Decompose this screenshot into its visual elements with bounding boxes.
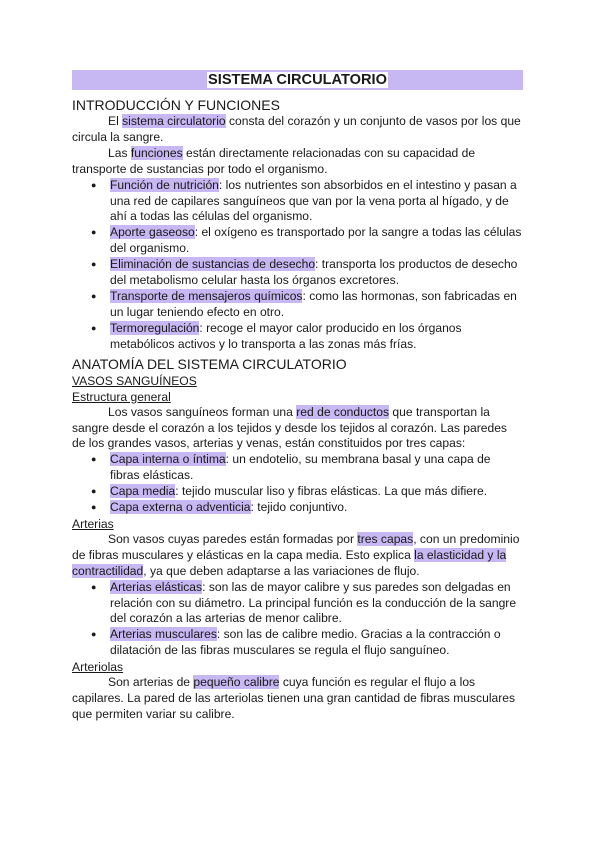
list-item: ● Capa interna o íntima: un endotelio, su membrana basal y una capa de fibras elásticas. <box>110 452 523 484</box>
arteriolas-paragraph: Son arterias de pequeño calibre cuya función es regular el flujo a los capilares. La pared de las arteriolas tienen una gran cantidad de fibras musculares que permiten variar su calibre. <box>72 675 516 721</box>
title-bar <box>72 70 523 90</box>
list-item: ● Eliminación de sustancias de desecho: transporta los productos de desecho del metabolismo celular hasta los órganos excretores. <box>110 257 523 289</box>
list-item: ● Termoregulación: recoge el mayor calor producido en los órganos metabólicos activos y lo transporta a las zonas más frías. <box>110 321 523 353</box>
list-item: ● Arterias musculares: son las de calibre medio. Gracias a la contracción o dilatación de las fibras musculares se regula el flujo sanguíneo. <box>110 627 523 659</box>
layers-list <box>72 452 523 516</box>
estructura-paragraph: Los vasos sanguíneos forman una red de conductos que transportan la sangre desde el corazón a los tejidos y desde los tejidos al corazón. Las paredes de los grandes vasos, arterias y venas, están constituidos por tres capas: <box>72 404 507 451</box>
highlight: sistema circulatorio <box>122 114 226 128</box>
vasos-heading: VASOS SANGUÍNEOS <box>72 373 197 388</box>
list-item: ● Capa externa o adventicia: tejido conjuntivo. <box>110 500 523 516</box>
anatomy-heading: ANATOMÍA DEL SISTEMA CIRCULATORIO <box>72 355 347 372</box>
highlight: red de conductos <box>296 404 390 419</box>
list-item: ● Función de nutrición: los nutrientes son absorbidos en el intestino y pasan a una red de capilares sanguíneos que van por la vena porta al hígado, y de ahí a todas las células del organismo. <box>110 178 523 226</box>
estructura-heading: Estructura general <box>72 389 171 404</box>
arteries-list <box>72 580 523 660</box>
arterias-paragraph: Son vasos cuyas paredes están formadas por tres capas, con un predominio de fibras musculares y elásticas en la capa media. Esto explica la elasticidad y la contractilidad, ya que deben adaptarse a las variaciones de flujo. <box>72 531 520 578</box>
list-item: ● Capa media: tejido muscular liso y fibras elásticas. La que más difiere. <box>110 484 523 500</box>
highlight: la elasticidad y la contractilidad <box>72 547 507 578</box>
highlight: pequeño calibre <box>193 675 280 690</box>
arteriolas-heading: Arteriolas <box>72 660 124 675</box>
arterias-heading: Arterias <box>72 516 114 531</box>
page-title: SISTEMA CIRCULATORIO <box>208 72 387 88</box>
list-item: ● Aporte gaseoso: el oxígeno es transportado por la sangre a todas las células del organismo. <box>110 225 523 257</box>
highlight: funciones <box>130 145 183 160</box>
intro-paragraph-1: El sistema circulatorio consta del corazón y un conjunto de vasos por los que circula la sangre. <box>72 114 521 144</box>
functions-list <box>72 178 523 353</box>
intro-paragraph-2: Las funciones están directamente relacionadas con su capacidad de transporte de sustancias por todo el organismo. <box>72 145 476 176</box>
list-item: ● Transporte de mensajeros químicos: como las hormonas, son fabricadas en un lugar teniendo efecto en otro. <box>110 289 523 321</box>
intro-heading: INTRODUCCIÓN Y FUNCIONES <box>72 97 280 113</box>
document-page <box>72 70 523 723</box>
highlight: tres capas <box>357 531 414 546</box>
list-item: ● Arterias elásticas: son las de mayor calibre y sus paredes son delgadas en relación con su diámetro. La principal función es la conducción de la sangre del corazón a las arterias de menor calibre. <box>110 580 523 628</box>
